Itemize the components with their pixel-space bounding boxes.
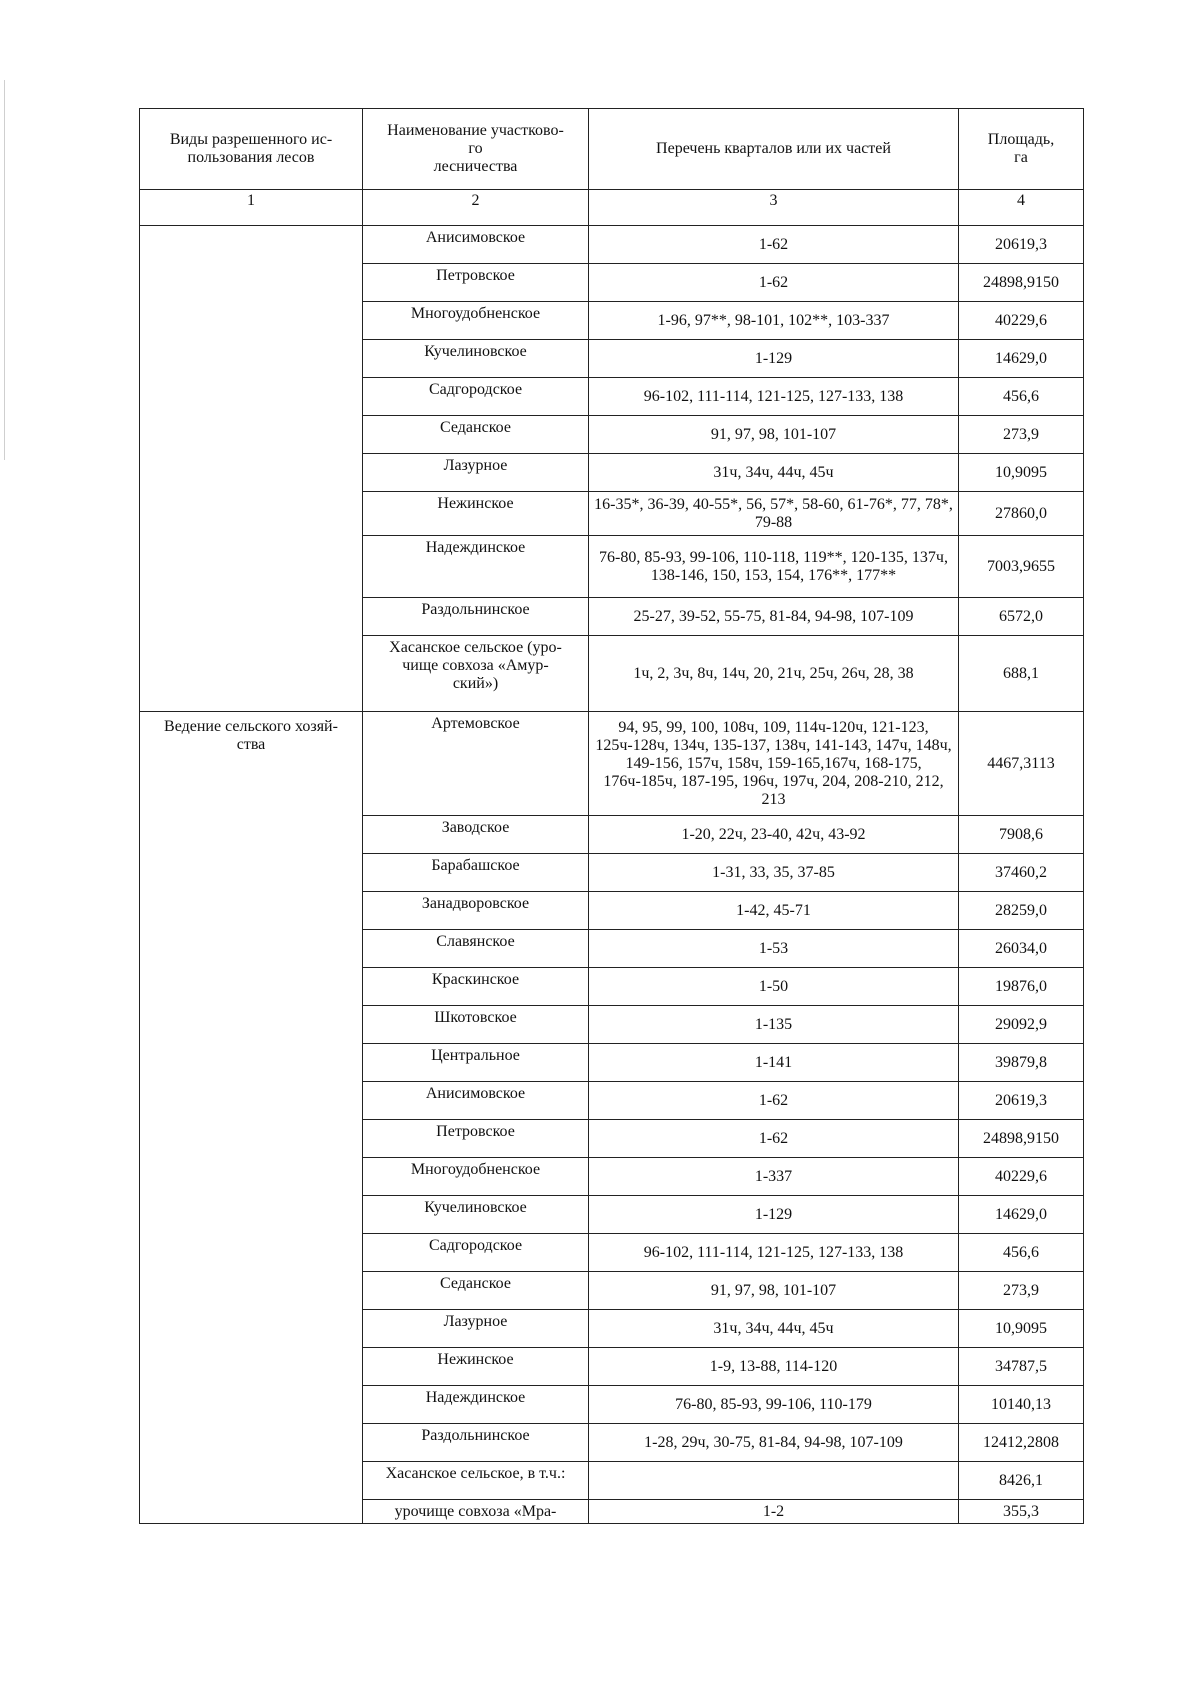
quarters-cell: 96-102, 111-114, 121-125, 127-133, 138	[589, 378, 959, 416]
table-body	[140, 226, 1084, 1524]
quarters-cell	[589, 1462, 959, 1500]
area-cell: 8426,1	[959, 1462, 1084, 1500]
quarters-cell: 1-42, 45-71	[589, 892, 959, 930]
forestry-name-cell: Занадворовское	[363, 892, 589, 930]
area-cell: 273,9	[959, 416, 1084, 454]
area-cell: 19876,0	[959, 968, 1084, 1006]
forestry-name-cell: Барабашское	[363, 854, 589, 892]
forestry-name-cell: Славянское	[363, 930, 589, 968]
forestry-name-cell: Нежинское	[363, 492, 589, 536]
quarters-cell: 96-102, 111-114, 121-125, 127-133, 138	[589, 1234, 959, 1272]
area-cell: 688,1	[959, 636, 1084, 712]
forestry-name-cell: Хасанское сельское, в т.ч.:	[363, 1462, 589, 1500]
forestry-name-cell: Центральное	[363, 1044, 589, 1082]
area-cell: 20619,3	[959, 1082, 1084, 1120]
forestry-name-cell: Петровское	[363, 1120, 589, 1158]
forestry-name-cell: Нежинское	[363, 1348, 589, 1386]
forest-use-table	[139, 108, 1084, 1524]
area-cell: 37460,2	[959, 854, 1084, 892]
quarters-cell: 1-53	[589, 930, 959, 968]
area-cell: 14629,0	[959, 340, 1084, 378]
quarters-cell: 16-35*, 36-39, 40-55*, 56, 57*, 58-60, 61-76*, 77, 78*, 79-88	[589, 492, 959, 536]
area-cell: 27860,0	[959, 492, 1084, 536]
quarters-cell: 91, 97, 98, 101-107	[589, 1272, 959, 1310]
quarters-cell: 91, 97, 98, 101-107	[589, 416, 959, 454]
forestry-name-cell: Анисимовское	[363, 1082, 589, 1120]
area-cell: 40229,6	[959, 302, 1084, 340]
table-row	[140, 712, 1084, 816]
quarters-cell: 31ч, 34ч, 44ч, 45ч	[589, 1310, 959, 1348]
quarters-cell: 1-129	[589, 340, 959, 378]
use-type-cell: Ведение сельского хозяй- ства	[140, 712, 363, 1524]
area-cell: 26034,0	[959, 930, 1084, 968]
forestry-name-cell: Садгородское	[363, 1234, 589, 1272]
area-cell: 456,6	[959, 1234, 1084, 1272]
header-row	[140, 109, 1084, 190]
quarters-cell: 1-9, 13-88, 114-120	[589, 1348, 959, 1386]
quarters-cell: 1-62	[589, 226, 959, 264]
quarters-cell: 1-2	[589, 1500, 959, 1524]
area-cell: 20619,3	[959, 226, 1084, 264]
header-use-type-text: Виды разрешенного ис- пользования лесов	[169, 131, 333, 166]
area-cell: 7908,6	[959, 816, 1084, 854]
forestry-name-cell: Раздольнинское	[363, 1424, 589, 1462]
area-cell: 10,9095	[959, 454, 1084, 492]
quarters-cell: 1ч, 2, 3ч, 8ч, 14ч, 20, 21ч, 25ч, 26ч, 28, 38	[589, 636, 959, 712]
area-cell: 7003,9655	[959, 536, 1084, 598]
quarters-cell: 1-50	[589, 968, 959, 1006]
quarters-cell: 94, 95, 99, 100, 108ч, 109, 114ч-120ч, 121-123, 125ч-128ч, 134ч, 135-137, 138ч, 141-143, 147ч, 148ч, 149-156, 157ч, 158ч, 159-165,167ч, 168-175, 176ч-185ч, 187-195, 196ч, 197ч, 204, 208-210, 212, 213	[589, 712, 959, 816]
quarters-cell: 1-20, 22ч, 23-40, 42ч, 43-92	[589, 816, 959, 854]
area-cell: 10,9095	[959, 1310, 1084, 1348]
use-type-cell	[140, 226, 363, 712]
header-forestry-name	[363, 109, 589, 190]
quarters-cell: 31ч, 34ч, 44ч, 45ч	[589, 454, 959, 492]
forestry-name-cell: Надеждинское	[363, 536, 589, 598]
quarters-cell: 1-135	[589, 1006, 959, 1044]
quarters-cell: 1-62	[589, 264, 959, 302]
quarters-cell: 1-129	[589, 1196, 959, 1234]
area-cell: 24898,9150	[959, 264, 1084, 302]
area-cell: 28259,0	[959, 892, 1084, 930]
forestry-name-cell: Артемовское	[363, 712, 589, 816]
forestry-name-cell: урочище совхоза «Мра-	[363, 1500, 589, 1524]
area-cell: 4467,3113	[959, 712, 1084, 816]
area-cell: 456,6	[959, 378, 1084, 416]
area-cell: 6572,0	[959, 598, 1084, 636]
area-cell: 24898,9150	[959, 1120, 1084, 1158]
forestry-name-cell: Садгородское	[363, 378, 589, 416]
forestry-name-cell: Петровское	[363, 264, 589, 302]
column-number: 3	[589, 190, 959, 226]
forestry-name-cell: Заводское	[363, 816, 589, 854]
quarters-cell: 1-337	[589, 1158, 959, 1196]
header-forestry-name-text: Наименование участково- го лесничества	[387, 122, 564, 175]
header-quarters-text: Перечень кварталов или их частей	[656, 140, 891, 157]
quarters-cell: 1-28, 29ч, 30-75, 81-84, 94-98, 107-109	[589, 1424, 959, 1462]
quarters-cell: 1-62	[589, 1082, 959, 1120]
area-cell: 273,9	[959, 1272, 1084, 1310]
forestry-name-cell: Многоудобненское	[363, 1158, 589, 1196]
forestry-name-cell: Краскинское	[363, 968, 589, 1006]
area-cell: 34787,5	[959, 1348, 1084, 1386]
scan-edge-line	[4, 80, 5, 460]
header-quarters	[589, 109, 959, 190]
quarters-cell: 1-96, 97**, 98-101, 102**, 103-337	[589, 302, 959, 340]
column-number: 1	[140, 190, 363, 226]
forestry-name-cell: Седанское	[363, 1272, 589, 1310]
forestry-name-cell: Многоудобненское	[363, 302, 589, 340]
area-cell: 29092,9	[959, 1006, 1084, 1044]
area-cell: 12412,2808	[959, 1424, 1084, 1462]
column-number: 2	[363, 190, 589, 226]
header-area	[959, 109, 1084, 190]
header-use-type	[140, 109, 363, 190]
area-cell: 39879,8	[959, 1044, 1084, 1082]
forestry-name-cell: Седанское	[363, 416, 589, 454]
table-row	[140, 226, 1084, 264]
forestry-name-cell: Лазурное	[363, 454, 589, 492]
forestry-name-cell: Хасанское сельское (уро- чище совхоза «Амур- ский»)	[363, 636, 589, 712]
forestry-name-cell: Кучелиновское	[363, 340, 589, 378]
header-area-text: Площадь, га	[987, 131, 1055, 166]
column-number: 4	[959, 190, 1084, 226]
area-cell: 355,3	[959, 1500, 1084, 1524]
quarters-cell: 1-31, 33, 35, 37-85	[589, 854, 959, 892]
quarters-cell: 76-80, 85-93, 99-106, 110-118, 119**, 120-135, 137ч, 138-146, 150, 153, 154, 176**, 177**	[589, 536, 959, 598]
forestry-name-cell: Кучелиновское	[363, 1196, 589, 1234]
forestry-name-cell: Лазурное	[363, 1310, 589, 1348]
quarters-cell: 76-80, 85-93, 99-106, 110-179	[589, 1386, 959, 1424]
quarters-cell: 1-62	[589, 1120, 959, 1158]
area-cell: 10140,13	[959, 1386, 1084, 1424]
forestry-name-cell: Анисимовское	[363, 226, 589, 264]
area-cell: 40229,6	[959, 1158, 1084, 1196]
area-cell: 14629,0	[959, 1196, 1084, 1234]
quarters-cell: 1-141	[589, 1044, 959, 1082]
forestry-name-cell: Раздольнинское	[363, 598, 589, 636]
forestry-name-cell: Надеждинское	[363, 1386, 589, 1424]
forestry-name-cell: Шкотовское	[363, 1006, 589, 1044]
column-number-row	[140, 190, 1084, 226]
quarters-cell: 25-27, 39-52, 55-75, 81-84, 94-98, 107-109	[589, 598, 959, 636]
